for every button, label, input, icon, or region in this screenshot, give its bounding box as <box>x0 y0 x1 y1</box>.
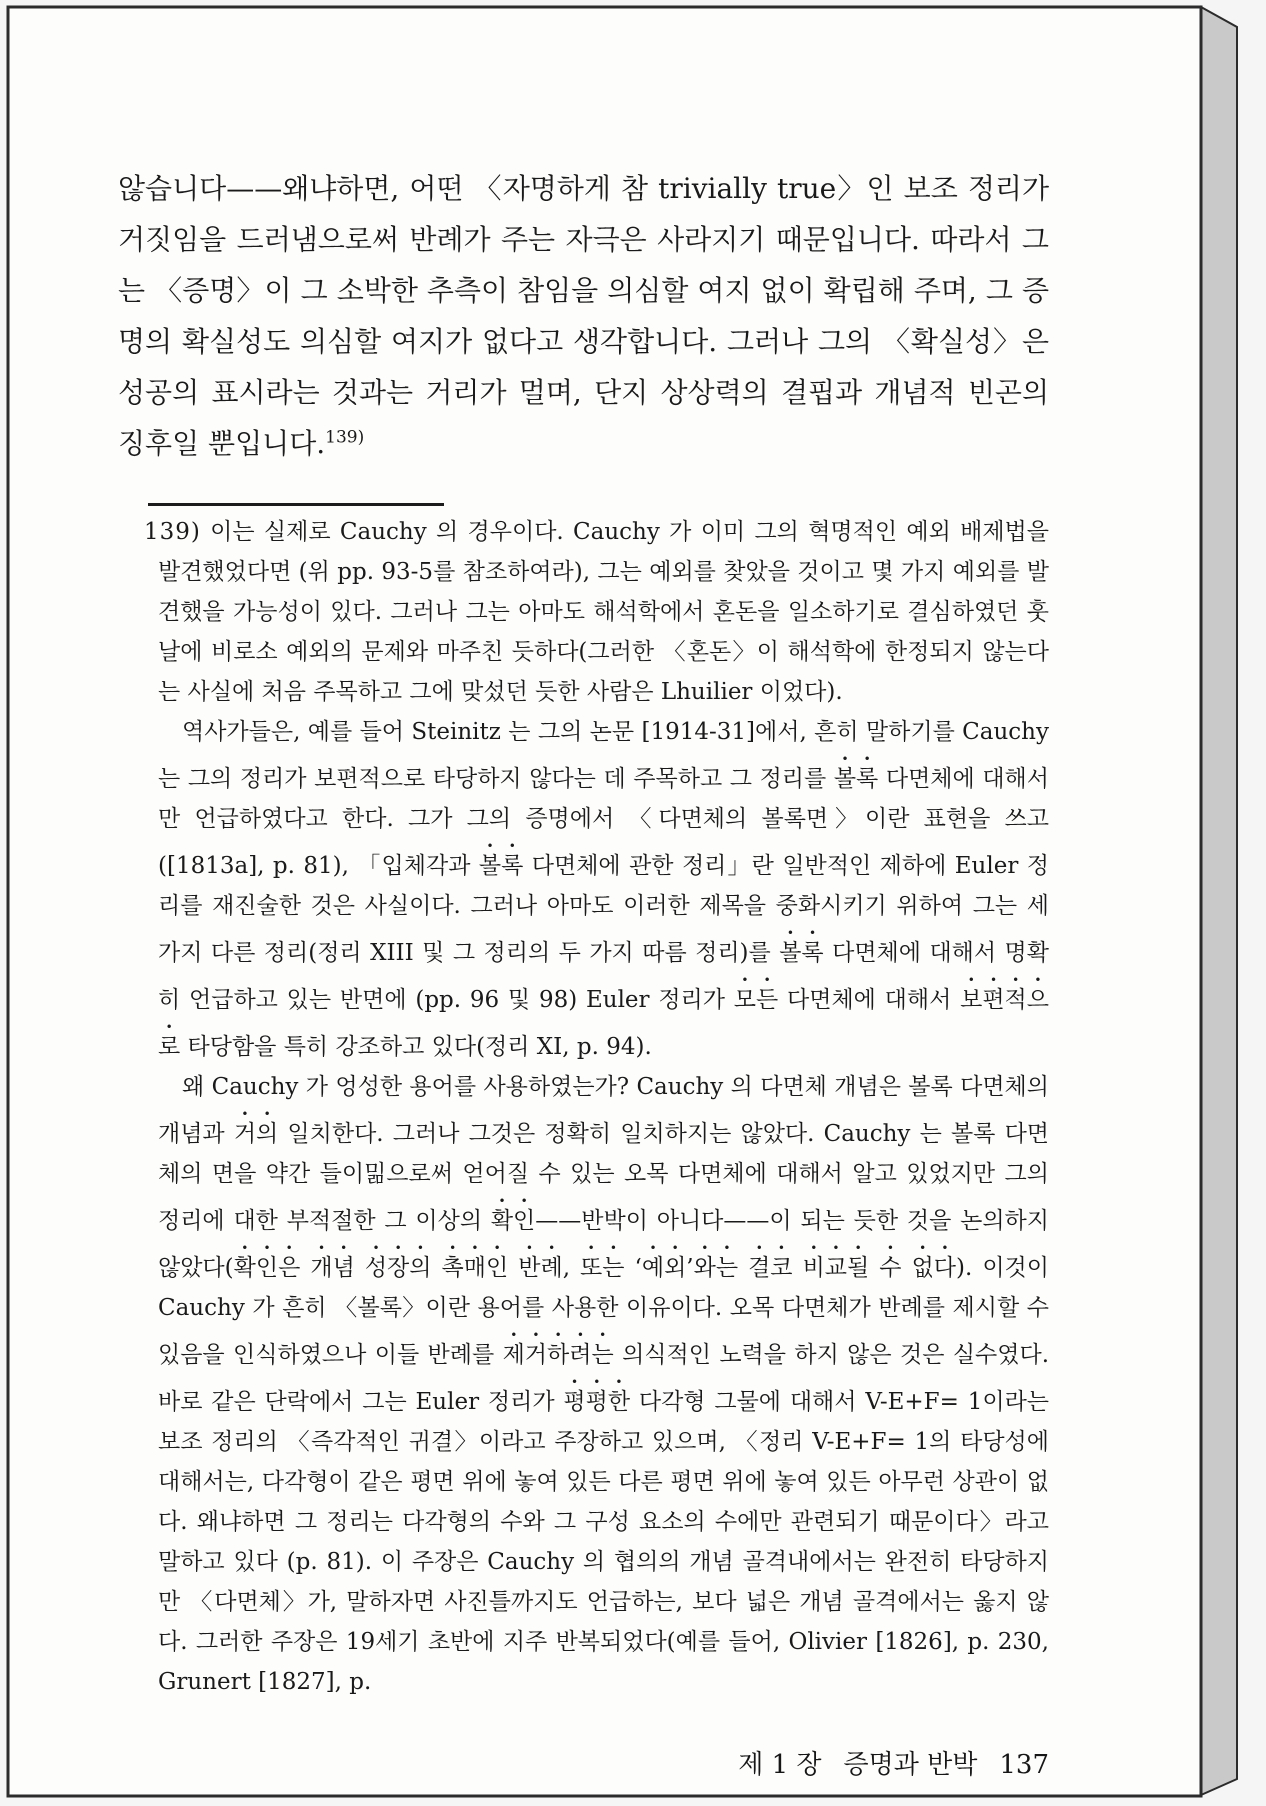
footnote-paragraph-1 <box>144 512 1049 712</box>
footnote-paragraph-3: 왜 Cauchy 가 엉성한 용어를 사용하였는가? Cauchy 의 다면체 개념은 볼록 다면체의 개념과 거의 일치한다. 그러나 그것은 정확히 일치하지는 않았다. Cauchy 는 볼록 다면체의 면을 약간 들이밂으로써 얻어질 수 있는 오목 다면체에 대해서 알고 있었지만 그의 정리에 대한 부적절한 그 이상의 확인——반박이 아니다——이 되는 듯한 것을 논의하지 않았다(확인은 개념 성장의 촉매인 반례, 또는 ‘예외’와는 결코 비교될 수 없다). 이것이 Cauchy 가 흔히 〈볼록〉이란 용어를 사용한 이유이다. 오목 다면체가 반례를 제시할 수 있음을 인식하였으나 이들 반례를 제거하려는 의식적인 노력을 하지 않은 것은 실수였다. 바로 같은 단락에서 그는 Euler 정리가 평평한 다각형 그물에 대해서 V-E+F= 1이라는 보조 정리의 〈즉각적인 귀결〉이라고 주장하고 있으며, 〈정리 V-E+F= 1의 타당성에 대해서는, 다각형이 같은 평면 위에 놓여 있든 다른 평면 위에 놓여 있든 아무런 상관이 없다. 왜냐하면 그 정리는 다각형의 수와 그 구성 요소의 수에만 관련되기 때문이다〉라고 말하고 있다 (p. 81). 이 주장은 Cauchy 의 협의의 개념 골격내에서는 완전히 타당하지만 〈다면체〉가, 말하자면 사진틀까지도 언급하는, 보다 넓은 개념 골격에서는 옳지 않다. 그러한 주장은 19세기 초반에 지주 반복되었다(예를 들어, Olivier [1826], p. 230, Grunert [1827], p. <box>158 1074 1050 1695</box>
footnote-separator <box>148 503 444 506</box>
page-content <box>8 7 1201 1796</box>
footnote-paragraph-1-text: 이는 실제로 Cauchy 의 경우이다. Cauchy 가 이미 그의 혁명적인 예외 배제법을 발견했었다면 (위 pp. 93-5를 참조하여라), 그는 예외를 찾았을 것이고 몇 가지 예외를 발견했을 가능성이 있다. 그러나 그는 아마도 해석학에서 혼돈을 일소하기로 결심하였던 훗날에 비로소 예외의 문제와 마주친 듯하다(그러한 〈혼돈〉이 해석학에 한정되지 않는다는 사실에 처음 주목하고 그에 맞섰던 듯한 사람은 Lhuilier 이었다). <box>158 519 1049 705</box>
page-number-label: 137 <box>999 1750 1049 1780</box>
book-title: 증명과 반박 <box>843 1750 978 1780</box>
page-edge-3d <box>1201 7 1237 1795</box>
main-text-paragraph: 않습니다——왜냐하면, 어떤 〈자명하게 참 trivially true〉인 보조 정리가 거짓임을 드러냄으로써 반례가 주는 자극은 사라지기 때문입니다. 따라서 그는 〈증명〉이 그 소박한 추측이 참임을 의심할 여지 없이 확립해 주며, 그 증명의 확실성도 의심할 여지가 없다고 생각합니다. 그러나 그의 〈확실성〉은 성공의 표시라는 것과는 거리가 멀며, 단지 상상력의 결핍과 개념적 빈곤의 징후일 뿐입니다.$^{139)}$ <box>118 172 1049 460</box>
footnote-paragraph-2: 역사가들은, 예를 들어 Steinitz 는 그의 논문 [1914-31]에서, 흔히 말하기를 Cauchy 는 그의 정리가 보편적으로 타당하지 않다는 데 주목하고 그 정리를 볼록 다면체에 대해서만 언급하였다고 한다. 그가 그의 증명에서 〈다면체의 볼록면〉이란 표현을 쓰고([1813a], p. 81), 「입체각과 볼록 다면체에 관한 정리」란 일반적인 제하에 Euler 정리를 재진술한 것은 사실이다. 그러나 아마도 이러한 제목을 중화시키기 위하여 그는 세 가지 다른 정리(정리 XIII 및 그 정리의 두 가지 따름 정리)를 볼록 다면체에 대해서 명확히 언급하고 있는 반면에 (pp. 96 및 98) Euler 정리가 모든 다면체에 대해서 보편적으로 타당함을 특히 강조하고 있다(정리 XI, p. 94). <box>158 719 1049 1060</box>
chapter-label: 제 1 장 <box>738 1750 822 1780</box>
footnote-number: 139) <box>144 519 201 545</box>
footnote-block <box>144 512 1050 1702</box>
page-footer <box>118 1744 1049 1781</box>
